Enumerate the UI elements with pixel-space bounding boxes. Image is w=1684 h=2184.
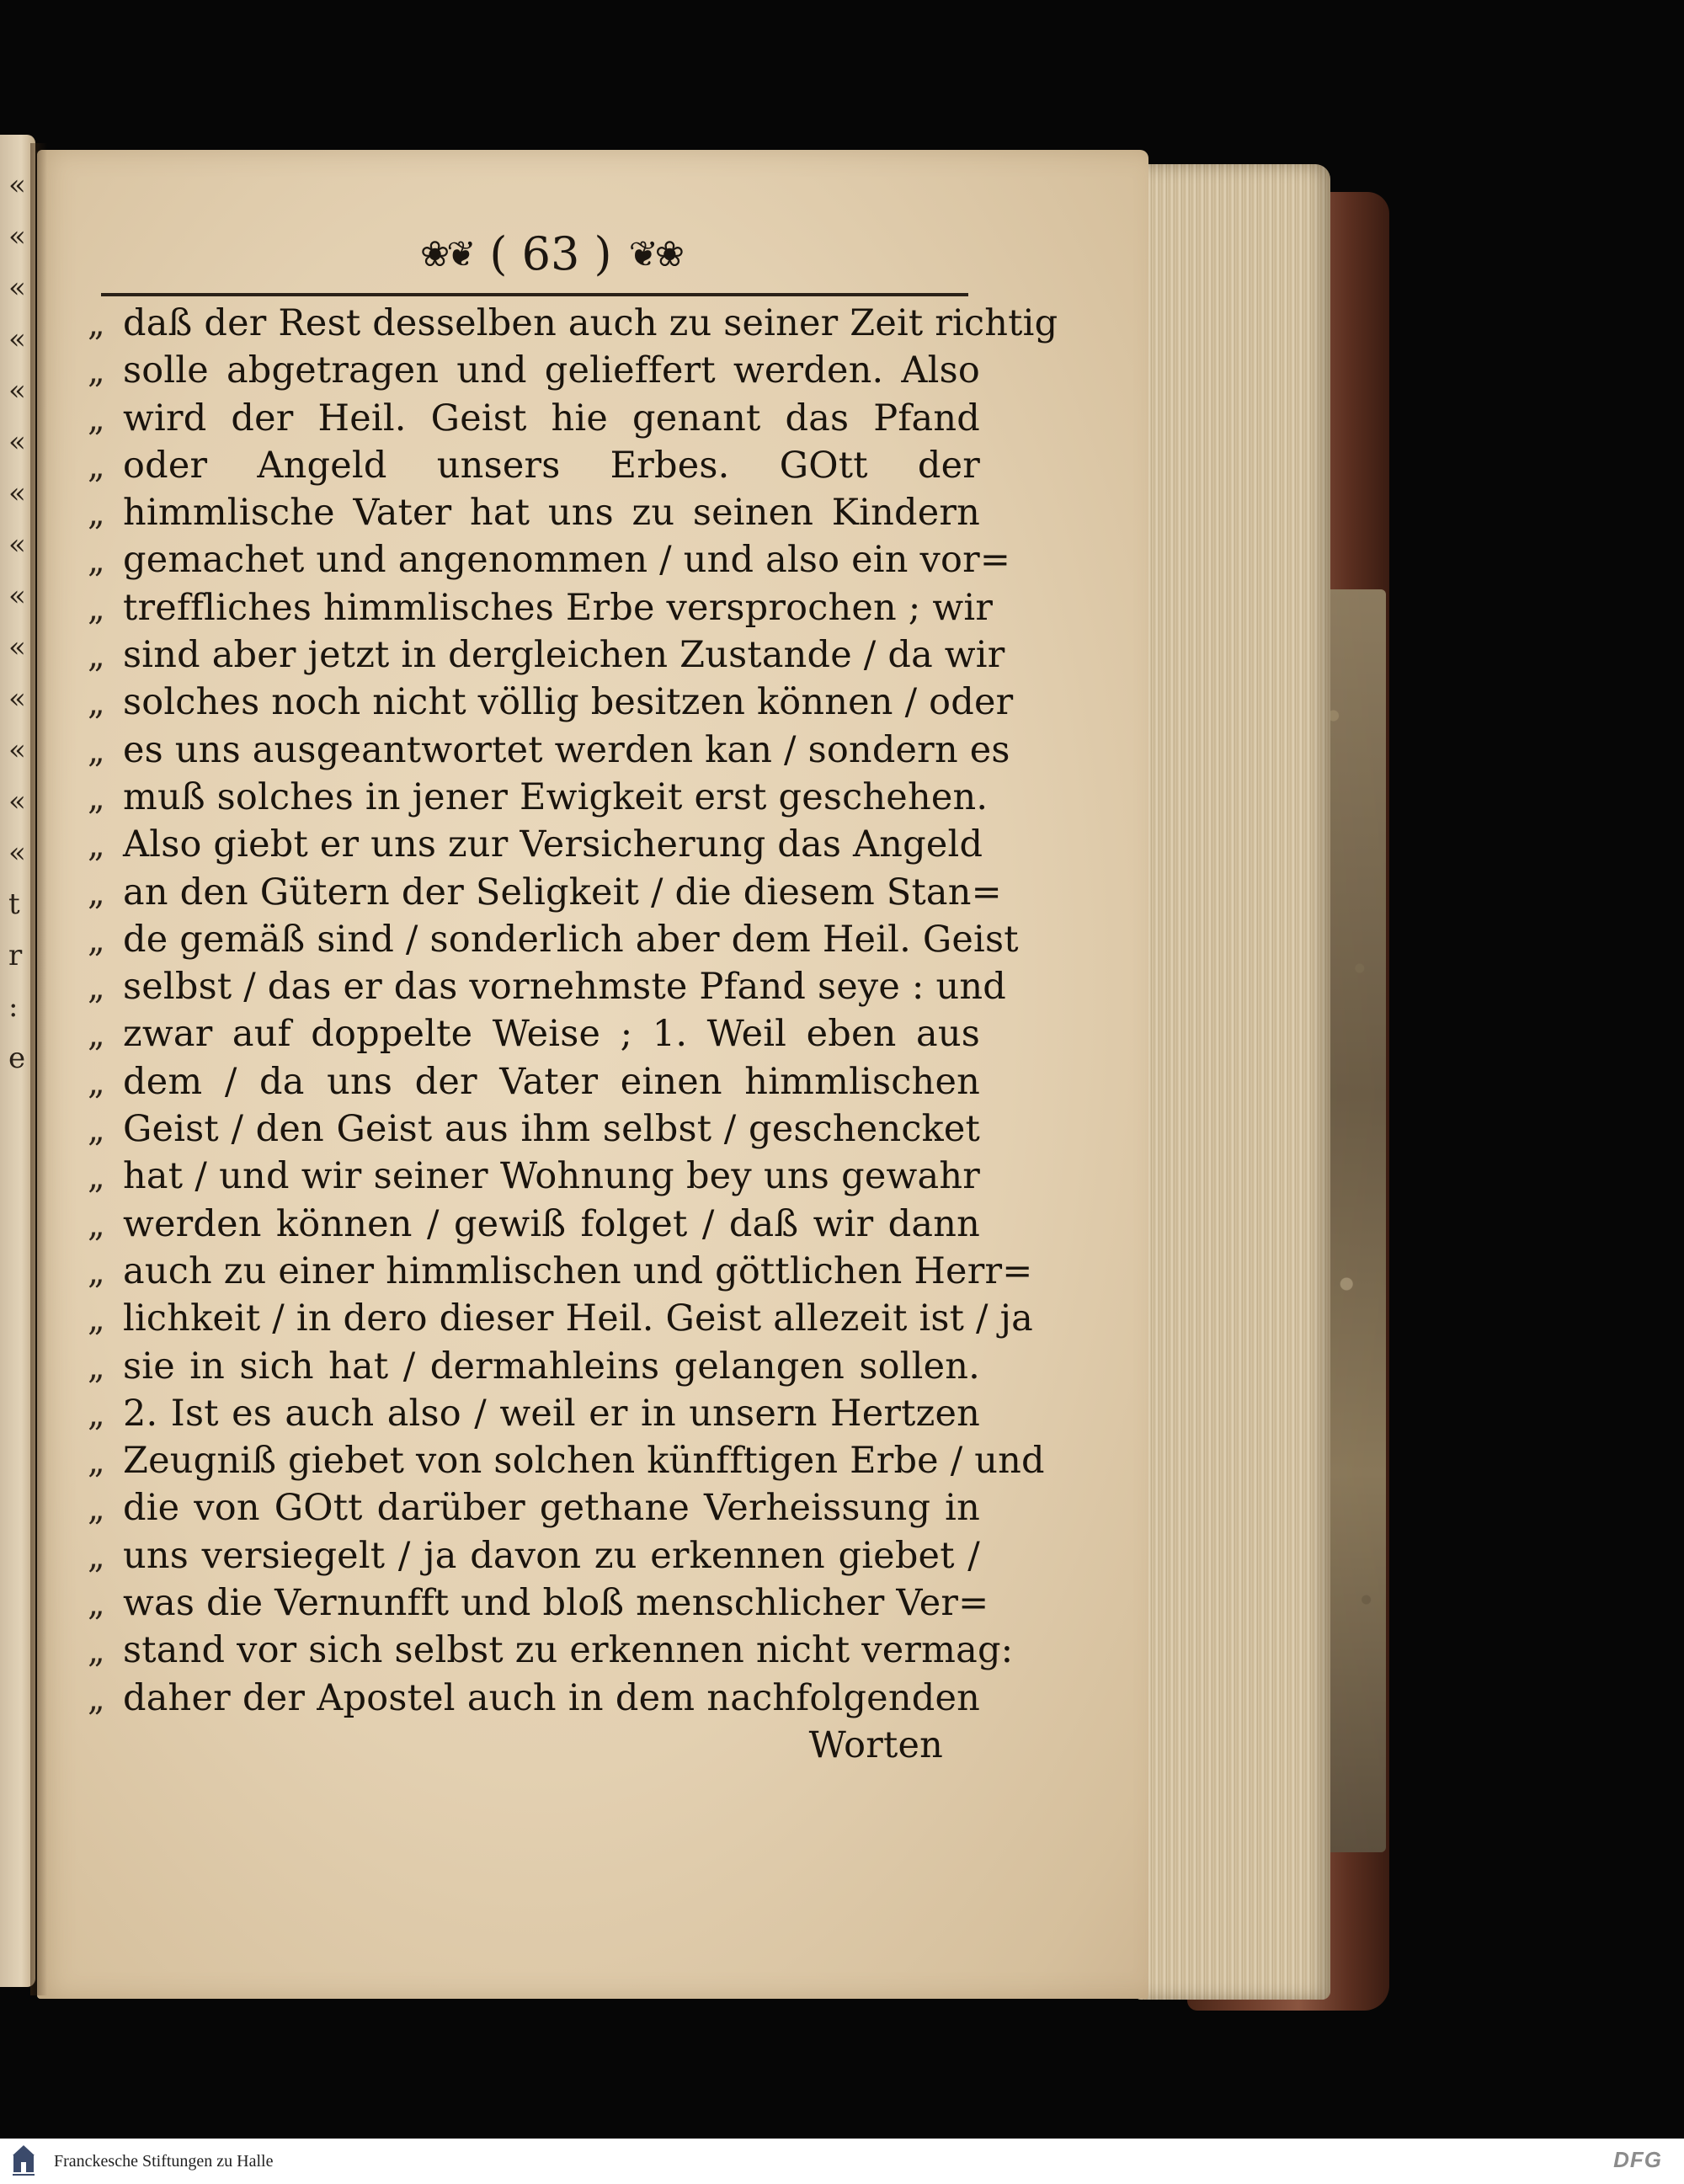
line-text: wird der Heil. Geist hie genant das Pfand xyxy=(123,397,980,439)
text-line xyxy=(88,584,994,631)
text-line xyxy=(88,821,983,868)
text-line xyxy=(88,774,989,821)
gutter-mark: r xyxy=(8,939,23,972)
quote-mark: „ xyxy=(88,1537,105,1576)
line-text: dem / da uns der Vater einen himmlischen xyxy=(123,1060,980,1103)
line-text: stand vor sich selbst zu erkennen nicht vermag: xyxy=(123,1629,1014,1672)
text-line xyxy=(88,1058,980,1105)
gutter-mark: « xyxy=(8,425,26,459)
gutter-mark: « xyxy=(8,785,26,818)
text-line xyxy=(88,1105,980,1153)
text-line xyxy=(88,1437,1045,1484)
line-text: an den Gütern der Seligkeit / die diesem Stan= xyxy=(123,871,1002,914)
quote-mark: „ xyxy=(88,731,105,770)
line-text: auch zu einer himmlischen und göttlichen Herr= xyxy=(123,1249,1033,1292)
gutter-mark: « xyxy=(8,631,26,664)
line-text: die von GOtt darüber gethane Verheissung in xyxy=(123,1487,980,1530)
institution-name: Franckesche Stiftungen zu Halle xyxy=(54,2151,274,2171)
book-page xyxy=(37,150,1148,1999)
gutter-mark: « xyxy=(8,836,26,870)
text-line xyxy=(88,727,1010,774)
gutter-mark: « xyxy=(8,528,26,562)
text-line xyxy=(88,1201,980,1248)
quote-mark: „ xyxy=(88,1015,105,1055)
text-line xyxy=(88,1675,980,1722)
footer-bar xyxy=(0,2139,1684,2184)
line-text: himmlische Vater hat uns zu seinen Kindern xyxy=(123,492,980,535)
dfg-logo: DFG xyxy=(1613,2147,1662,2172)
text-line xyxy=(88,869,1002,916)
text-line xyxy=(88,300,1058,347)
line-text: uns versiegelt / ja davon zu erkennen giebet / xyxy=(123,1534,980,1577)
quote-mark: „ xyxy=(88,1347,105,1387)
quote-mark: „ xyxy=(88,399,105,439)
text-line xyxy=(88,489,980,536)
text-line xyxy=(88,1532,980,1579)
line-text: es uns ausgeantwortet werden kan / sondern es xyxy=(123,728,1010,771)
page-number: ( 63 ) xyxy=(489,226,612,280)
line-text: zwar auf doppelte Weise ; 1. Weil eben aus xyxy=(123,1013,980,1056)
line-text: de gemäß sind / sonderlich aber dem Heil. Geist xyxy=(123,918,1019,961)
text-line xyxy=(88,1627,1014,1674)
quote-mark: „ xyxy=(88,1111,105,1150)
line-text: treffliches himmlisches Erbe versprochen ; wir xyxy=(123,586,994,629)
text-line xyxy=(88,442,980,489)
line-text: selbst / das er das vornehmste Pfand seye : und xyxy=(123,966,1007,1009)
gutter-mark: « xyxy=(8,374,26,408)
quote-mark: „ xyxy=(88,589,105,628)
quote-mark: „ xyxy=(88,541,105,581)
quote-mark: „ xyxy=(88,494,105,534)
line-text: solle abgetragen und gelieffert werden. Also xyxy=(123,349,980,392)
quote-mark: „ xyxy=(88,1679,105,1718)
line-text: was die Vernunfft und bloß menschlicher Ver= xyxy=(123,1582,989,1625)
gutter-mark: : xyxy=(8,990,19,1024)
text-line xyxy=(88,536,1011,583)
text-line xyxy=(88,963,1007,1010)
line-text: 2. Ist es auch also / weil er in unsern Hertzen xyxy=(123,1392,980,1435)
quote-mark: „ xyxy=(88,1063,105,1102)
catchword-line xyxy=(88,1722,980,1769)
text-line xyxy=(88,631,1005,679)
text-line xyxy=(88,1153,980,1200)
line-text: Geist / den Geist aus ihm selbst / geschencket xyxy=(123,1108,980,1151)
line-text: oder Angeld unsers Erbes. GOtt der xyxy=(123,444,980,487)
line-text: lichkeit / in dero dieser Heil. Geist allezeit ist / ja xyxy=(123,1297,1033,1340)
line-text: Zeugniß giebet von solchen künfftigen Erbe / und xyxy=(123,1440,1045,1483)
quote-mark: „ xyxy=(88,968,105,1008)
text-line xyxy=(88,395,980,442)
quote-mark: „ xyxy=(88,920,105,960)
text-line xyxy=(88,1010,980,1057)
text-line xyxy=(88,1390,980,1437)
quote-mark: „ xyxy=(88,778,105,818)
line-text: sie in sich hat / dermahleins gelangen sollen. xyxy=(123,1345,980,1388)
text-line xyxy=(88,1579,989,1627)
quote-mark: „ xyxy=(88,826,105,866)
page-edges xyxy=(1137,164,1330,2000)
text-line xyxy=(88,1295,1033,1342)
quote-mark: „ xyxy=(88,1158,105,1197)
quote-mark: „ xyxy=(88,637,105,676)
gutter-mark: t xyxy=(8,887,20,921)
gutter-mark: e xyxy=(8,1041,26,1075)
quote-mark: „ xyxy=(88,1489,105,1529)
text-line xyxy=(88,1484,980,1531)
page-header xyxy=(357,224,744,283)
quote-mark: „ xyxy=(88,446,105,486)
quote-mark: „ xyxy=(88,1585,105,1624)
text-line xyxy=(88,347,980,394)
quote-mark: „ xyxy=(88,1205,105,1244)
line-text: werden können / gewiß folget / daß wir dann xyxy=(123,1202,980,1245)
quote-mark: „ xyxy=(88,1394,105,1434)
line-text: solches noch nicht völlig besitzen können / oder xyxy=(123,681,1014,724)
gutter-mark: « xyxy=(8,271,26,305)
ornament-left-icon: ❀❦ xyxy=(420,232,473,274)
line-text: Also giebt er uns zur Versicherung das Angeld xyxy=(123,823,983,866)
previous-page-marks xyxy=(3,168,34,1347)
gutter-mark: « xyxy=(8,168,26,202)
quote-mark: „ xyxy=(88,1300,105,1340)
header-rule xyxy=(101,293,968,296)
ornament-right-icon: ❦❀ xyxy=(628,232,681,274)
gutter-mark: « xyxy=(8,477,26,510)
quote-mark: „ xyxy=(88,305,105,344)
line-text: sind aber jetzt in dergleichen Zustande / da wir xyxy=(123,634,1005,677)
catchword: Worten xyxy=(808,1723,943,1766)
text-line xyxy=(88,679,1014,726)
text-line xyxy=(88,916,1019,963)
gutter-mark: « xyxy=(8,220,26,253)
line-text: daß der Rest desselben auch zu seiner Zeit richtig xyxy=(123,302,1058,344)
gutter-mark: « xyxy=(8,682,26,716)
gutter-mark: « xyxy=(8,579,26,613)
line-text: gemachet und angenommen / und also ein vor= xyxy=(123,539,1011,582)
text-line xyxy=(88,1343,980,1390)
line-text: muß solches in jener Ewigkeit erst geschehen. xyxy=(123,775,989,818)
quote-mark: „ xyxy=(88,1252,105,1292)
spine-shadow xyxy=(30,143,47,1995)
quote-mark: „ xyxy=(88,352,105,392)
gutter-mark: « xyxy=(8,733,26,767)
quote-mark: „ xyxy=(88,684,105,723)
page-text xyxy=(88,300,1058,1769)
line-text: daher der Apostel auch in dem nachfolgenden xyxy=(123,1676,980,1719)
gutter-mark: « xyxy=(8,322,26,356)
quote-mark: „ xyxy=(88,1632,105,1671)
quote-mark: „ xyxy=(88,1442,105,1482)
institution-logo-icon xyxy=(5,2142,42,2181)
quote-mark: „ xyxy=(88,873,105,913)
line-text: hat / und wir seiner Wohnung bey uns gewahr xyxy=(123,1155,980,1198)
text-line xyxy=(88,1248,1033,1295)
